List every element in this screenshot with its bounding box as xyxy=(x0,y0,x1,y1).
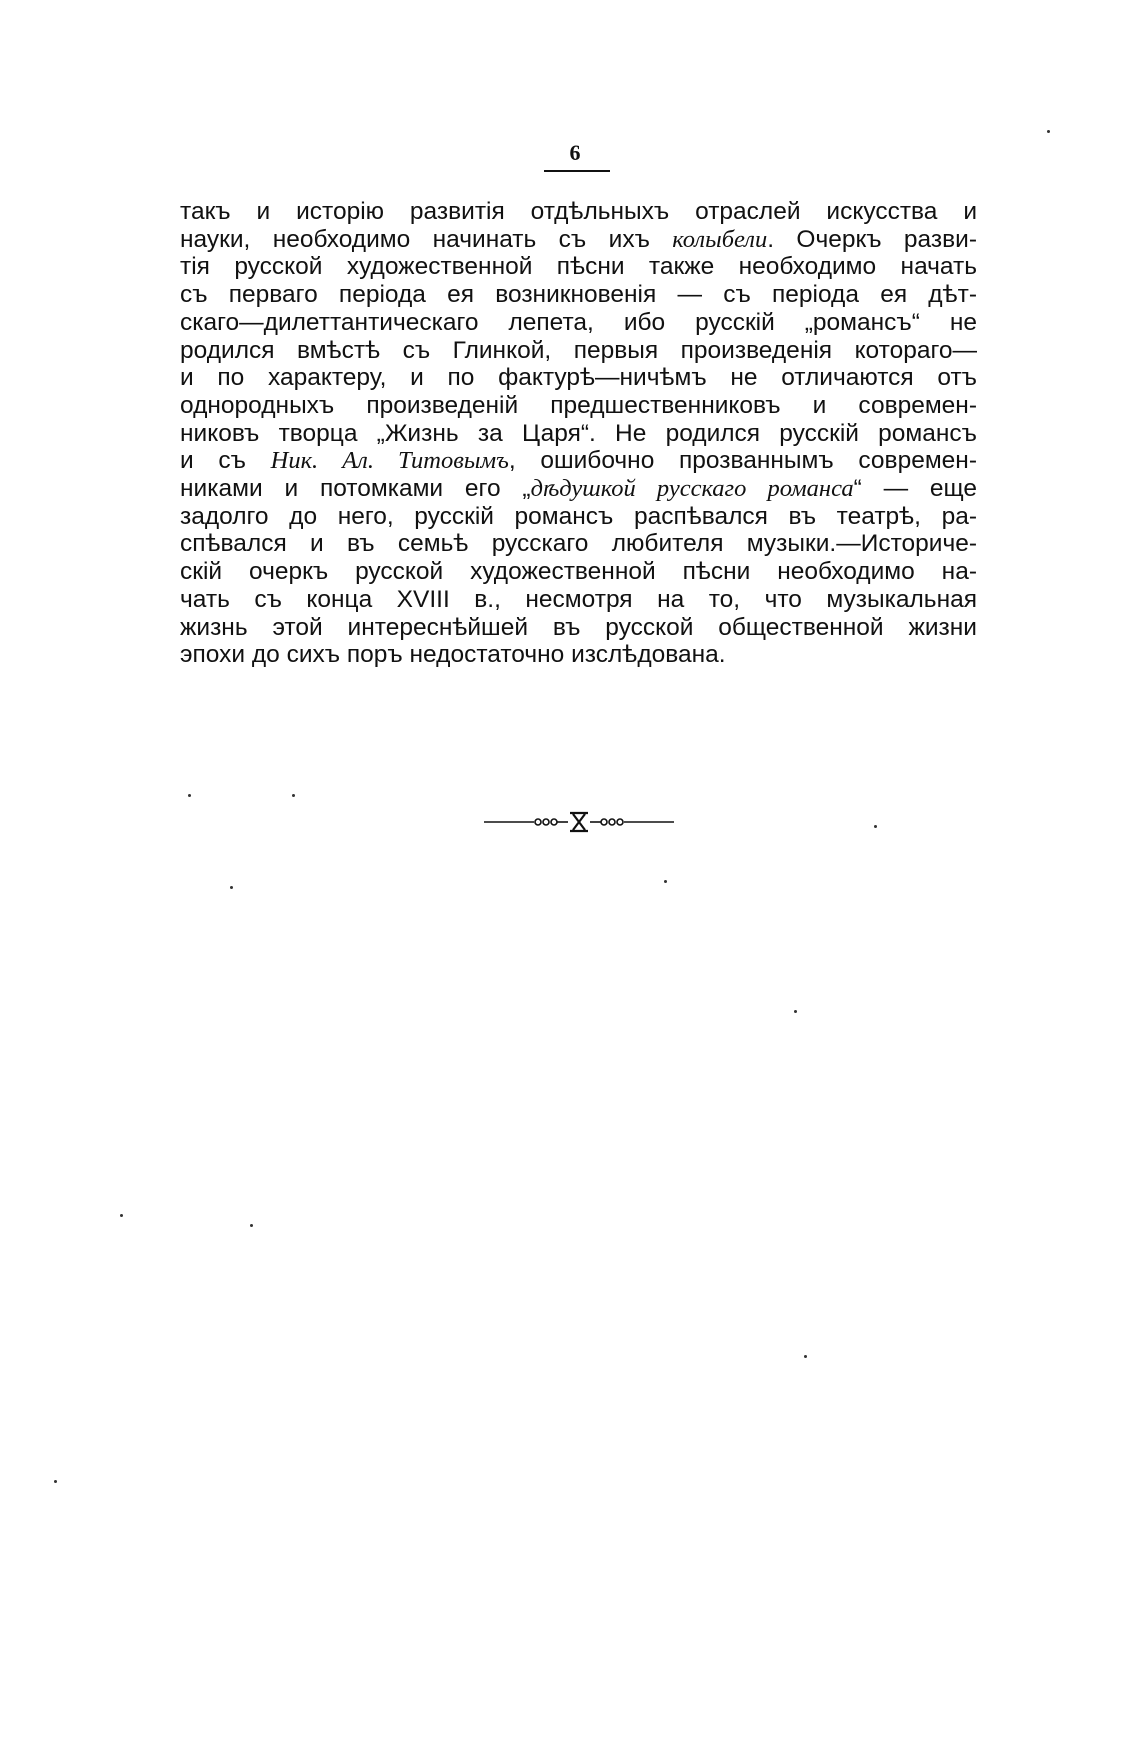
text-run: , ошибочно прозваннымъ современ- xyxy=(508,447,977,475)
text-line xyxy=(180,530,977,558)
text-line xyxy=(180,364,977,392)
scan-speck xyxy=(250,1224,253,1227)
scan-speck xyxy=(54,1480,57,1483)
text-run: такъ и исторію развитія отдѣльныхъ отраслей искусства и xyxy=(180,198,977,225)
scan-speck xyxy=(292,794,295,797)
scan-speck xyxy=(120,1214,123,1217)
scan-speck xyxy=(1047,130,1050,133)
text-line xyxy=(180,614,977,642)
text-run: задолго до него, русскій романсъ распѣвался въ театрѣ, ра- xyxy=(180,502,977,530)
text-line xyxy=(180,309,977,337)
text-run: и по характеру, и по фактурѣ—ничѣмъ не отличаются отъ xyxy=(180,364,977,392)
text-line xyxy=(180,447,977,475)
text-run: никами и потомками его „ xyxy=(180,475,531,503)
text-line xyxy=(180,475,977,503)
italic-text: колыбели xyxy=(672,225,768,253)
printers-ornament-icon xyxy=(484,810,674,834)
text-line xyxy=(180,641,977,669)
text-run: родился вмѣстѣ съ Глинкой, первыя произведенія котораго— xyxy=(180,336,977,364)
text-line xyxy=(180,281,977,309)
scan-speck xyxy=(794,1010,797,1013)
scan-speck xyxy=(188,794,191,797)
text-line xyxy=(180,253,977,281)
text-run: и съ xyxy=(180,447,271,475)
text-run: съ перваго періода ея возникновенія — съ періода ея дѣт- xyxy=(180,281,977,309)
text-line xyxy=(180,586,977,614)
text-run: никовъ творца „Жизнь за Царя“. Не родился русскій романсъ xyxy=(180,419,977,447)
text-run: . Очеркъ разви- xyxy=(767,225,977,253)
text-line xyxy=(180,392,977,420)
italic-text: дѣдушкой русскаго романса xyxy=(530,475,854,503)
text-line xyxy=(180,337,977,365)
text-run: однородныхъ произведеній предшественниковъ и современ- xyxy=(180,391,977,419)
text-run: “ — еще xyxy=(853,475,978,503)
text-line xyxy=(180,558,977,586)
scan-speck xyxy=(664,880,667,883)
text-run: жизнь этой интереснѣйшей въ русской общественной жизни xyxy=(180,613,977,641)
text-line xyxy=(180,420,977,448)
text-run: науки, необходимо начинать съ ихъ xyxy=(180,225,673,253)
scan-speck xyxy=(804,1355,807,1358)
italic-text: Ник. Ал. Титовымъ xyxy=(270,447,509,475)
scan-speck xyxy=(874,825,877,828)
page-number: 6 xyxy=(569,140,581,165)
body-text xyxy=(180,198,977,669)
scan-speck xyxy=(230,886,233,889)
text-line xyxy=(180,503,977,531)
text-run: тія русской художественной пѣсни также необходимо начать xyxy=(180,253,977,281)
text-run: скаго—дилеттантическаго лепета, ибо русскій „романсъ“ не xyxy=(180,308,977,336)
text-run: эпохи до сихъ поръ недостаточно изслѣдована. xyxy=(180,641,726,669)
page-number-rule xyxy=(544,170,610,172)
text-run: спѣвался и въ семьѣ русскаго любителя музыки.—Историче- xyxy=(180,530,977,558)
text-line xyxy=(180,198,977,226)
text-run: чать съ конца XVIII в., несмотря на то, что музыкальная xyxy=(180,585,977,613)
text-run: скій очеркъ русской художественной пѣсни необходимо на- xyxy=(180,558,977,586)
text-line xyxy=(180,226,977,254)
